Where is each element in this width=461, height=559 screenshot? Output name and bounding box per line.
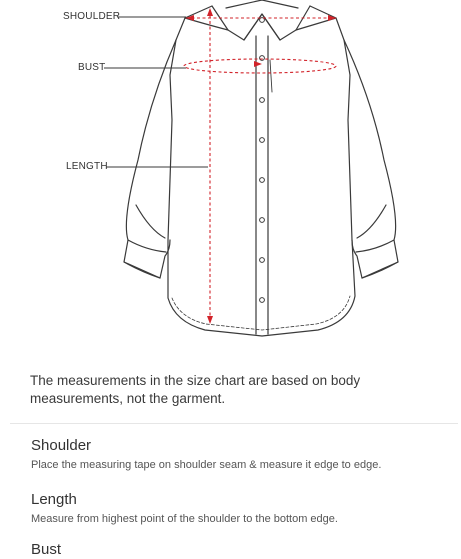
- shoulder-label: SHOULDER: [63, 11, 121, 22]
- measurement-description: Place the measuring tape on shoulder seam & measure it edge to edge.: [31, 459, 382, 471]
- shirt-collar: [212, 6, 310, 40]
- measurement-title: Shoulder: [31, 437, 92, 454]
- bust-measure: [184, 59, 336, 73]
- divider: [10, 423, 458, 424]
- measurement-description: Measure from highest point of the shoulder to the bottom edge.: [31, 513, 338, 525]
- bust-label: BUST: [78, 62, 106, 73]
- measurement-title: Bust: [31, 541, 62, 558]
- button-row: [260, 18, 265, 303]
- measurement-bust: [31, 541, 451, 559]
- measurement-title: Length: [31, 491, 77, 508]
- measurement-shoulder: [31, 437, 451, 472]
- length-label: LENGTH: [66, 161, 108, 172]
- intro-text: The measurements in the size chart are based on body measurements, not the garment.: [30, 373, 361, 406]
- measurement-length: [31, 491, 451, 526]
